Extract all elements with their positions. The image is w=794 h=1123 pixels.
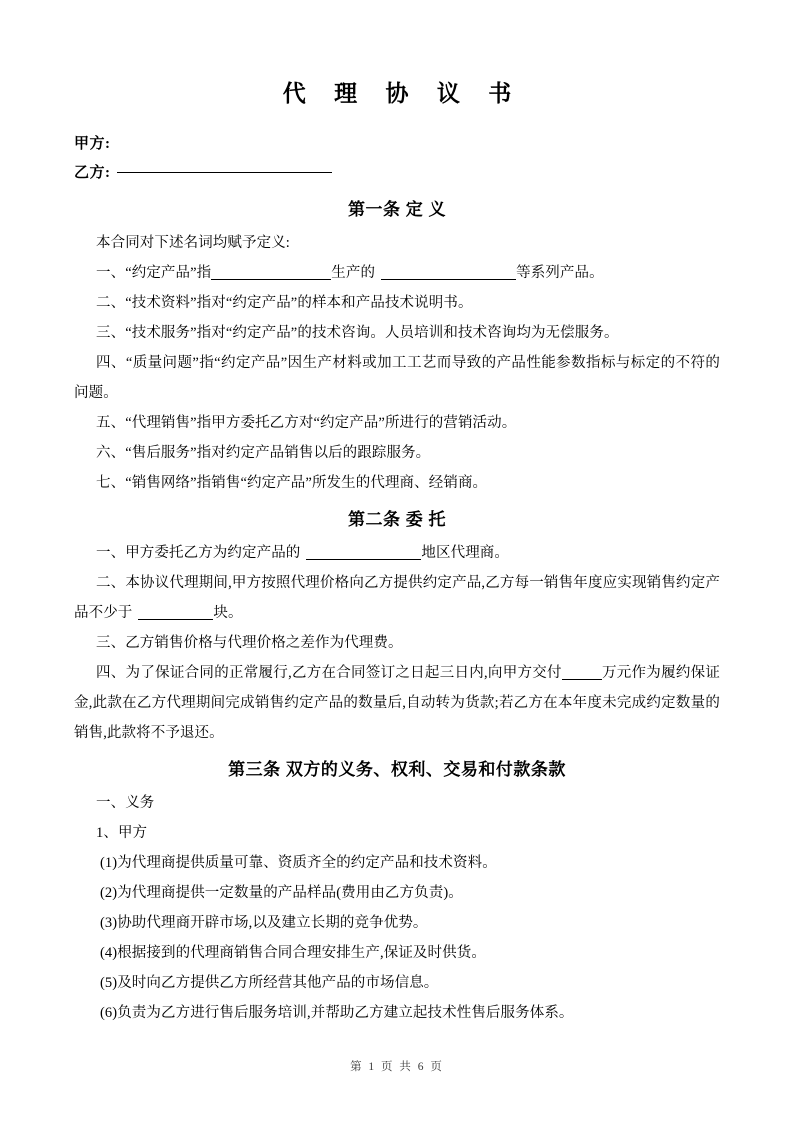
section-1-item-1-pre: 一、“约定产品”指 [96, 265, 212, 281]
section-1-item-1-post: 等系列产品。 [516, 265, 604, 281]
section-2-item-1 [74, 538, 720, 568]
section-3-party-a-3: (3)协助代理商开辟市场,以及建立长期的竞争优势。 [100, 915, 428, 931]
section-3-party-a-4: (4)根据接到的代理商销售合同合理安排生产,保证及时供货。 [100, 945, 486, 961]
deposit-amount-fill[interactable] [562, 664, 602, 680]
party-row-yifang [74, 159, 720, 188]
party-fill-rule-yifang[interactable] [117, 172, 332, 173]
section-2-item-4-pre: 四、为了保证合同的正常履行,乙方在合同签订之日起三日内,向甲方交付 [96, 665, 562, 681]
section-heading-1: 第一条 定 义 [348, 200, 446, 219]
party-label-yifang: 乙方: [74, 165, 111, 181]
section-2-item-2 [74, 568, 720, 628]
page-footer: 第 1 页 共 6 页 [350, 1061, 444, 1073]
section-3-item-party-a: 1、甲方 [96, 825, 148, 841]
section-1-item-6: 六、“售后服务”指对约定产品销售以后的跟踪服务。 [96, 445, 431, 461]
product-maker-fill[interactable] [211, 264, 331, 280]
section-2-item-4-post: 万元作为履约保证金,此款在乙方代理期间完成销售约定产品的数量后,自动转为货款;若乙方在本年度未完成约定数量的销售,此款将不予退还。 [74, 665, 720, 741]
section-2-item-2-post: 块。 [213, 605, 243, 621]
section-2-item-2-pre: 二、本协议代理期间,甲方按照代理价格向乙方提供约定产品,乙方每一销售年度应实现销售约定产品不少于 [74, 575, 720, 621]
section-3-party-a-5: (5)及时向乙方提供乙方所经营其他产品的市场信息。 [100, 975, 439, 991]
section-1-item-1 [74, 258, 720, 288]
min-sales-amount-fill[interactable] [138, 604, 213, 620]
section-1-item-4: 四、“质量问题”指“约定产品”因生产材料或加工工艺而导致的产品性能参数指标与标定的不符的问题。 [74, 355, 720, 401]
section-3-item-obligations: 一、义务 [96, 795, 155, 811]
page-title: 代 理 协 议 书 [282, 80, 523, 106]
party-label-jiafang: 甲方: [74, 136, 111, 152]
section-2-item-4 [74, 658, 720, 748]
section-heading-3: 第三条 双方的义务、权利、交易和付款条款 [228, 760, 566, 779]
section-1-item-5: 五、“代理销售”指甲方委托乙方对“约定产品”所进行的营销活动。 [96, 415, 517, 431]
section-2-item-3: 三、乙方销售价格与代理价格之差作为代理费。 [96, 635, 403, 651]
section-3-party-a-6: (6)负责为乙方进行售后服务培训,并帮助乙方建立起技术性售后服务体系。 [100, 1005, 574, 1021]
section-1-item-7: 七、“销售网络”指销售“约定产品”所发生的代理商、经销商。 [96, 475, 488, 491]
section-1-item-3: 三、“技术服务”指对“约定产品”的技术咨询。人员培训和技术咨询均为无偿服务。 [96, 325, 619, 341]
section-3-party-a-1: (1)为代理商提供质量可靠、资质齐全的约定产品和技术资料。 [100, 855, 497, 871]
section-heading-2: 第二条 委 托 [348, 510, 446, 529]
party-block [74, 130, 720, 188]
section-3-party-a-2: (2)为代理商提供一定数量的产品样品(费用由乙方负责)。 [100, 885, 463, 901]
section-2-item-1-pre: 一、甲方委托乙方为约定产品的 [96, 545, 301, 561]
section-2-item-1-post: 地区代理商。 [421, 545, 510, 561]
product-series-fill[interactable] [381, 264, 516, 280]
section-1-item-1-mid: 生产的 [331, 265, 376, 281]
party-row-jiafang [74, 130, 720, 159]
section-1-item-2: 二、“技术资料”指对“约定产品”的样本和产品技术说明书。 [96, 295, 473, 311]
agent-region-fill[interactable] [306, 544, 421, 560]
section-1-lead: 本合同对下述名词均赋予定义: [96, 235, 290, 251]
